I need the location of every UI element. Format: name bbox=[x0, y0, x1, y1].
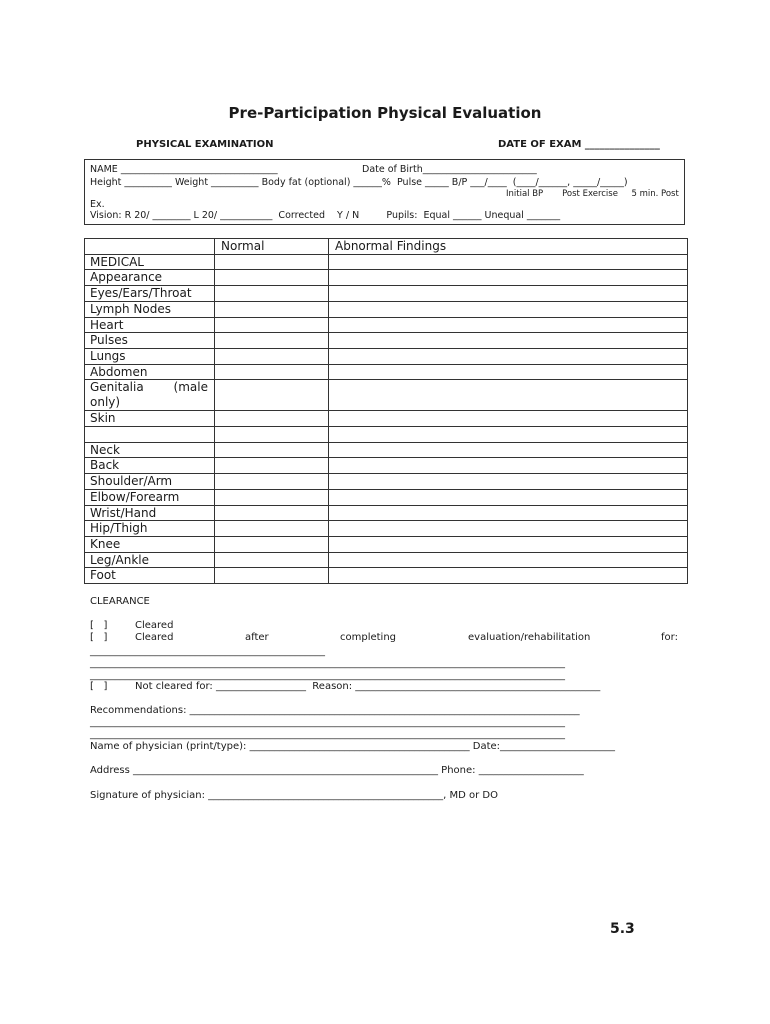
normal-cell[interactable] bbox=[215, 301, 329, 317]
vision-line[interactable]: Vision: R 20/ ________ L 20/ ___________ Corrected Y / N Pupils: Equal ______ Unequal _______ bbox=[90, 210, 561, 221]
abnormal-cell[interactable] bbox=[329, 458, 688, 474]
abnormal-cell[interactable] bbox=[329, 286, 688, 302]
table-header-abnormal: Abnormal Findings bbox=[329, 239, 688, 255]
normal-cell[interactable] bbox=[215, 411, 329, 427]
exam-table bbox=[84, 238, 688, 584]
abnormal-cell[interactable] bbox=[329, 411, 688, 427]
normal-cell[interactable] bbox=[215, 489, 329, 505]
row-label: Lungs bbox=[85, 348, 215, 364]
normal-cell[interactable] bbox=[215, 333, 329, 349]
normal-cell[interactable] bbox=[215, 505, 329, 521]
table-row bbox=[85, 458, 688, 474]
table-row bbox=[85, 301, 688, 317]
vitals-line[interactable]: Height __________ Weight __________ Body fat (optional) ______% Pulse _____ B/P ___/____ (____/______, _____/_____) bbox=[90, 177, 628, 188]
cleared-after-word-2: after bbox=[245, 632, 269, 643]
date-of-birth-field[interactable]: Date of Birth________________________ bbox=[362, 164, 537, 175]
abnormal-cell[interactable] bbox=[329, 474, 688, 490]
cleared-checkbox[interactable]: [ ] bbox=[90, 620, 108, 631]
abnormal-cell[interactable] bbox=[329, 317, 688, 333]
normal-cell[interactable] bbox=[215, 270, 329, 286]
page-title: Pre-Participation Physical Evaluation bbox=[228, 104, 542, 122]
row-label: Back bbox=[85, 458, 215, 474]
name-field[interactable]: NAME _________________________________ bbox=[90, 164, 278, 175]
cleared-label: Cleared bbox=[135, 620, 174, 631]
abnormal-cell[interactable] bbox=[329, 521, 688, 537]
cleared-after-checkbox[interactable]: [ ] bbox=[90, 632, 108, 643]
cleared-for-line-2[interactable]: _______________________________________________________________________________________________ bbox=[90, 658, 565, 669]
signature-field[interactable]: Signature of physician: _______________________________________________, MD or DO bbox=[90, 790, 498, 801]
table-header-label bbox=[85, 239, 215, 255]
row-label: Eyes/Ears/Throat bbox=[85, 286, 215, 302]
table-row bbox=[85, 364, 688, 380]
normal-cell[interactable] bbox=[215, 317, 329, 333]
table-row bbox=[85, 552, 688, 568]
genitalia-word: Genitalia bbox=[90, 380, 144, 395]
recommendations-line-3[interactable]: _______________________________________________________________________________________________ bbox=[90, 729, 565, 740]
abnormal-cell[interactable] bbox=[329, 552, 688, 568]
row-label: Elbow/Forearm bbox=[85, 489, 215, 505]
normal-cell[interactable] bbox=[215, 348, 329, 364]
abnormal-cell[interactable] bbox=[329, 568, 688, 584]
table-row bbox=[85, 474, 688, 490]
table-header-row bbox=[85, 239, 688, 255]
normal-cell[interactable] bbox=[215, 552, 329, 568]
table-row bbox=[85, 254, 688, 270]
table-row bbox=[85, 536, 688, 552]
row-label: Skin bbox=[85, 411, 215, 427]
row-label: Heart bbox=[85, 317, 215, 333]
normal-cell[interactable] bbox=[215, 568, 329, 584]
row-label: Foot bbox=[85, 568, 215, 584]
normal-cell[interactable] bbox=[215, 380, 329, 411]
abnormal-cell[interactable] bbox=[329, 254, 688, 270]
page-number: 5.3 bbox=[610, 921, 635, 937]
row-label: Lymph Nodes bbox=[85, 301, 215, 317]
normal-cell[interactable] bbox=[215, 536, 329, 552]
normal-cell[interactable] bbox=[215, 458, 329, 474]
abnormal-cell[interactable] bbox=[329, 442, 688, 458]
patient-info-box bbox=[84, 159, 685, 225]
row-label: Abdomen bbox=[85, 364, 215, 380]
abnormal-cell[interactable] bbox=[329, 301, 688, 317]
table-row bbox=[85, 333, 688, 349]
table-row bbox=[85, 380, 688, 411]
row-label: MEDICAL bbox=[85, 254, 215, 270]
cleared-for-line-3[interactable]: _______________________________________________________________________________________________ bbox=[90, 670, 565, 681]
normal-cell[interactable] bbox=[215, 521, 329, 537]
not-cleared-field[interactable]: Not cleared for: __________________ Reason: _________________________________________________ bbox=[135, 681, 601, 692]
table-row bbox=[85, 317, 688, 333]
table-row bbox=[85, 442, 688, 458]
cleared-after-word-3: completing bbox=[340, 632, 397, 643]
table-row bbox=[85, 348, 688, 364]
row-label: Hip/Thigh bbox=[85, 521, 215, 537]
table-row bbox=[85, 505, 688, 521]
table-row bbox=[85, 411, 688, 427]
abnormal-cell[interactable] bbox=[329, 536, 688, 552]
abnormal-cell[interactable] bbox=[329, 505, 688, 521]
row-label: Leg/Ankle bbox=[85, 552, 215, 568]
ex-label: Ex. bbox=[90, 199, 105, 210]
date-of-exam-field[interactable]: DATE OF EXAM _______________ bbox=[498, 139, 660, 150]
table-row bbox=[85, 286, 688, 302]
cleared-after-word-5: for: bbox=[661, 632, 678, 643]
recommendations-line-2[interactable]: _______________________________________________________________________________________________ bbox=[90, 717, 565, 728]
cleared-after-word-4: evaluation/rehabilitation bbox=[468, 632, 591, 643]
physician-name-field[interactable]: Name of physician (print/type): ____________________________________________ Date:_______________________ bbox=[90, 741, 616, 752]
normal-cell[interactable] bbox=[215, 364, 329, 380]
abnormal-cell[interactable] bbox=[329, 380, 688, 411]
table-row bbox=[85, 521, 688, 537]
table-row bbox=[85, 568, 688, 584]
table-row bbox=[85, 270, 688, 286]
row-label: Pulses bbox=[85, 333, 215, 349]
row-label-genitalia bbox=[85, 380, 215, 411]
normal-cell[interactable] bbox=[215, 254, 329, 270]
normal-cell[interactable] bbox=[215, 474, 329, 490]
row-label: Wrist/Hand bbox=[85, 505, 215, 521]
not-cleared-checkbox[interactable]: [ ] bbox=[90, 681, 108, 692]
abnormal-cell[interactable] bbox=[329, 489, 688, 505]
address-field[interactable]: Address _____________________________________________________________ Phone: _____________________ bbox=[90, 765, 584, 776]
male-word: (male bbox=[173, 380, 208, 395]
clearance-heading: CLEARANCE bbox=[90, 596, 150, 607]
normal-cell[interactable] bbox=[215, 427, 329, 443]
normal-cell[interactable] bbox=[215, 442, 329, 458]
physical-examination-heading: PHYSICAL EXAMINATION bbox=[136, 139, 274, 150]
abnormal-cell[interactable] bbox=[329, 270, 688, 286]
bp-labels: Initial BP Post Exercise 5 min. Post bbox=[506, 189, 679, 199]
recommendations-field[interactable]: Recommendations: ______________________________________________________________________________ bbox=[90, 705, 580, 716]
table-row bbox=[85, 489, 688, 505]
abnormal-cell[interactable] bbox=[329, 333, 688, 349]
only-word: only) bbox=[90, 395, 121, 410]
abnormal-cell[interactable] bbox=[329, 427, 688, 443]
row-label: Shoulder/Arm bbox=[85, 474, 215, 490]
abnormal-cell[interactable] bbox=[329, 364, 688, 380]
table-row bbox=[85, 427, 688, 443]
row-label: Appearance bbox=[85, 270, 215, 286]
cleared-after-word-1: Cleared bbox=[135, 632, 174, 643]
abnormal-cell[interactable] bbox=[329, 348, 688, 364]
row-label: Neck bbox=[85, 442, 215, 458]
row-label: Knee bbox=[85, 536, 215, 552]
row-label bbox=[85, 427, 215, 443]
table-header-normal: Normal bbox=[215, 239, 329, 255]
normal-cell[interactable] bbox=[215, 286, 329, 302]
cleared-for-line-1[interactable]: _______________________________________________ bbox=[90, 646, 325, 657]
